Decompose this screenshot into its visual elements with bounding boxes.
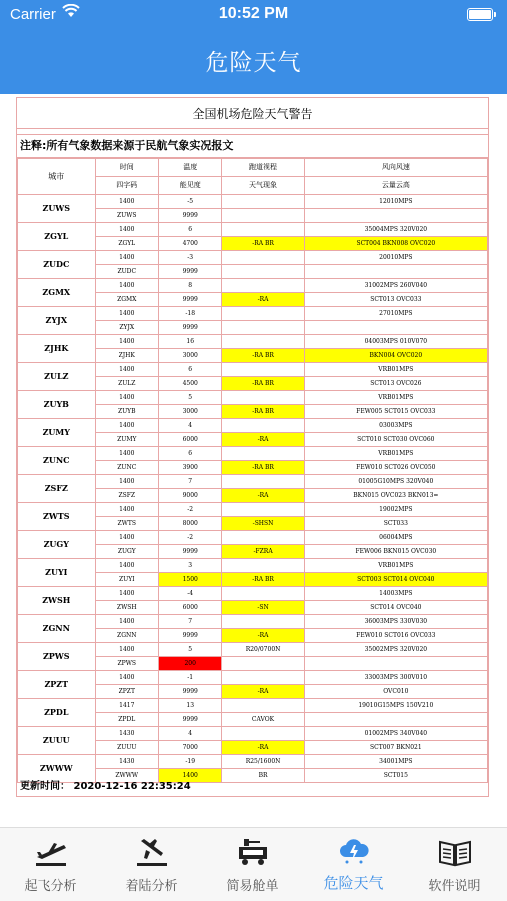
table-cell: 200	[158, 657, 221, 671]
update-time: 更新时间： 2020-12-16 22:35:24	[20, 781, 191, 792]
table-cell: ZWTS	[95, 517, 158, 531]
table-cell: 5	[158, 643, 221, 657]
table-cell: -RA BR	[222, 461, 304, 475]
table-cell: VRB01MPS	[304, 363, 487, 377]
table-cell: -SHSN	[222, 517, 304, 531]
table-cell: 12010MPS	[304, 195, 487, 209]
battery-icon	[467, 8, 493, 21]
table-cell: -RA BR	[222, 377, 304, 391]
table-cell: 9999	[158, 209, 221, 223]
table-cell: 03003MPS	[304, 419, 487, 433]
table-cell: R20/0700N	[222, 643, 304, 657]
table-cell: -4	[158, 587, 221, 601]
airport-code: ZGNN	[18, 615, 96, 643]
table-cell: ZPWS	[95, 657, 158, 671]
table-cell: SCT013 OVC026	[304, 377, 487, 391]
table-cell: VRB01MPS	[304, 391, 487, 405]
table-cell: -RA BR	[222, 349, 304, 363]
table-cell: SCT010 SCT030 OVC060	[304, 433, 487, 447]
table-cell: 33003MPS 300V010	[304, 671, 487, 685]
table-row	[18, 727, 488, 741]
table-cell: BKN015 OVC023 BKN013=	[304, 489, 487, 503]
table-cell: 1400	[95, 475, 158, 489]
table-cell: 6	[158, 447, 221, 461]
tab-weather[interactable]	[303, 828, 404, 901]
airport-code: ZUWS	[18, 195, 96, 223]
table-row	[18, 419, 488, 433]
table-cell: -RA	[222, 629, 304, 643]
table-cell: ZGNN	[95, 629, 158, 643]
table-cell: 1400	[95, 615, 158, 629]
table-cell	[222, 475, 304, 489]
table-cell: ZUWS	[95, 209, 158, 223]
table-cell	[304, 657, 487, 671]
airport-code: ZUDC	[18, 251, 96, 279]
table-cell: 01005G10MPS 320V040	[304, 475, 487, 489]
table-cell: 3900	[158, 461, 221, 475]
table-cell: CAVOK	[222, 713, 304, 727]
table-cell: ZUMY	[95, 433, 158, 447]
table-cell: ZUUU	[95, 741, 158, 755]
table-row	[18, 755, 488, 769]
table-cell: ZGMX	[95, 293, 158, 307]
table-cell: -RA BR	[222, 237, 304, 251]
table-cell: 35004MPS 320V020	[304, 223, 487, 237]
table-cell: 1400	[95, 195, 158, 209]
table-row	[18, 195, 488, 209]
table-cell: 04003MPS 010V070	[304, 335, 487, 349]
table-cell: VRB01MPS	[304, 447, 487, 461]
table-cell	[222, 419, 304, 433]
report-title: 全国机场危险天气警告	[17, 100, 488, 129]
table-cell: 7	[158, 475, 221, 489]
table-cell: ZPDL	[95, 713, 158, 727]
table-cell: 9999	[158, 685, 221, 699]
table-cell: 14003MPS	[304, 587, 487, 601]
tab-weather-label: 危险天气	[323, 874, 384, 892]
airport-code: ZJHK	[18, 335, 96, 363]
airport-code: ZUYI	[18, 559, 96, 587]
airport-code: ZWTS	[18, 503, 96, 531]
table-cell	[304, 713, 487, 727]
table-cell: -RA	[222, 489, 304, 503]
table-row	[18, 475, 488, 489]
table-cell: FEW010 SCT026 OVC050	[304, 461, 487, 475]
table-cell	[304, 265, 487, 279]
table-cell: 06004MPS	[304, 531, 487, 545]
table-cell: ZUYB	[95, 405, 158, 419]
cargo-icon	[236, 837, 270, 867]
table-cell: 01002MPS 340V040	[304, 727, 487, 741]
weather-table	[17, 158, 488, 783]
table-cell: 36003MPS 330V030	[304, 615, 487, 629]
header-temp: 温度	[158, 159, 221, 177]
table-cell: 6000	[158, 601, 221, 615]
table-cell: 9999	[158, 321, 221, 335]
airport-code: ZGYL	[18, 223, 96, 251]
table-cell	[222, 503, 304, 517]
table-cell: 13	[158, 699, 221, 713]
table-cell: 19002MPS	[304, 503, 487, 517]
table-cell: 4	[158, 727, 221, 741]
table-cell: 8	[158, 279, 221, 293]
table-cell: 1400	[95, 307, 158, 321]
table-cell: 3000	[158, 349, 221, 363]
table-row	[18, 643, 488, 657]
table-cell: 1400	[95, 419, 158, 433]
status-bar	[0, 0, 507, 30]
table-cell: 7	[158, 615, 221, 629]
airport-code: ZYJX	[18, 307, 96, 335]
clock: 10:52 PM	[218, 5, 289, 22]
table-cell: -1	[158, 671, 221, 685]
airport-code: ZPDL	[18, 699, 96, 727]
header-phen: 天气现象	[222, 177, 304, 195]
header-vis: 能见度	[158, 177, 221, 195]
airport-code: ZUGY	[18, 531, 96, 559]
table-cell: -18	[158, 307, 221, 321]
header-cloud: 云量云高	[304, 177, 487, 195]
table-cell	[222, 699, 304, 713]
table-cell: R25/1600N	[222, 755, 304, 769]
table-cell	[304, 209, 487, 223]
table-cell: ZUNC	[95, 461, 158, 475]
table-cell	[222, 195, 304, 209]
table-row	[18, 671, 488, 685]
manual-book-icon	[438, 837, 472, 867]
table-cell	[222, 531, 304, 545]
header-wind: 风向风速	[304, 159, 487, 177]
table-row	[18, 587, 488, 601]
table-cell: -RA BR	[222, 405, 304, 419]
table-cell: 1400	[95, 447, 158, 461]
header-city: 城市	[18, 159, 96, 195]
table-cell: 35002MPS 320V020	[304, 643, 487, 657]
report-note: 注释:所有气象数据来源于民航气象实况报文	[17, 134, 488, 158]
table-cell: 9999	[158, 265, 221, 279]
table-cell	[222, 587, 304, 601]
tab-landing-label: 着陆分析	[125, 879, 178, 894]
header-rvr: 跑道视程	[222, 159, 304, 177]
table-cell: 3	[158, 559, 221, 573]
table-cell: 7000	[158, 741, 221, 755]
table-cell	[222, 363, 304, 377]
header-code4: 四字码	[95, 177, 158, 195]
carrier-label: Carrier	[10, 6, 56, 23]
airport-code: ZULZ	[18, 363, 96, 391]
airport-code: ZGMX	[18, 279, 96, 307]
table-cell: ZUDC	[95, 265, 158, 279]
table-cell: -RA	[222, 293, 304, 307]
table-cell: 8000	[158, 517, 221, 531]
table-cell	[222, 335, 304, 349]
table-cell: 1400	[95, 503, 158, 517]
airport-code: ZUMY	[18, 419, 96, 447]
table-cell: ZJHK	[95, 349, 158, 363]
tab-manual-label: 软件说明	[428, 879, 481, 894]
table-cell: -5	[158, 195, 221, 209]
table-cell: 1400	[95, 251, 158, 265]
table-row	[18, 503, 488, 517]
table-cell: ZGYL	[95, 237, 158, 251]
table-cell: 27010MPS	[304, 307, 487, 321]
table-cell: ZPZT	[95, 685, 158, 699]
table-cell: ZULZ	[95, 377, 158, 391]
table-cell: SCT003 SCT014 OVC040	[304, 573, 487, 587]
tab-cargo-label: 简易舱单	[226, 879, 279, 894]
airport-code: ZWSH	[18, 587, 96, 615]
table-cell: 1400	[95, 587, 158, 601]
table-cell: ZWSH	[95, 601, 158, 615]
table-row	[18, 363, 488, 377]
table-cell: VRB01MPS	[304, 559, 487, 573]
table-cell: -2	[158, 503, 221, 517]
table-cell: ZWWW	[95, 769, 158, 783]
table-cell: 1430	[95, 755, 158, 769]
tab-landing[interactable]	[101, 828, 202, 901]
table-cell: 1400	[95, 335, 158, 349]
table-cell: 1400	[95, 223, 158, 237]
table-cell	[222, 265, 304, 279]
table-cell: BR	[222, 769, 304, 783]
table-cell: SCT014 OVC040	[304, 601, 487, 615]
table-cell: SCT004 BKN008 OVC020	[304, 237, 487, 251]
table-cell	[222, 391, 304, 405]
table-cell	[222, 615, 304, 629]
airport-code: ZUYB	[18, 391, 96, 419]
table-cell: -SN	[222, 601, 304, 615]
table-cell: 6000	[158, 433, 221, 447]
weather-alert-icon	[337, 837, 371, 867]
tab-takeoff-label: 起飞分析	[24, 879, 77, 894]
table-cell: 31002MPS 260V040	[304, 279, 487, 293]
table-cell: ZUGY	[95, 545, 158, 559]
table-cell	[222, 559, 304, 573]
table-cell: FEW010 SCT016 OVC033	[304, 629, 487, 643]
table-row	[18, 447, 488, 461]
table-cell: 1500	[158, 573, 221, 587]
table-row	[18, 559, 488, 573]
table-cell: 9999	[158, 545, 221, 559]
table-cell: 4500	[158, 377, 221, 391]
table-cell	[222, 727, 304, 741]
table-cell: 9000	[158, 489, 221, 503]
airport-code: ZPWS	[18, 643, 96, 671]
table-cell	[222, 307, 304, 321]
table-cell	[304, 321, 487, 335]
airport-code: ZPZT	[18, 671, 96, 699]
table-cell: 34001MPS	[304, 755, 487, 769]
table-cell: SCT007 BKN021	[304, 741, 487, 755]
table-cell: 5	[158, 391, 221, 405]
table-cell: 4	[158, 419, 221, 433]
landing-icon	[135, 837, 169, 867]
tab-takeoff[interactable]	[0, 828, 101, 901]
table-cell: FEW005 SCT015 OVC033	[304, 405, 487, 419]
table-row	[18, 391, 488, 405]
table-cell	[222, 251, 304, 265]
table-cell: 1430	[95, 727, 158, 741]
table-cell: 1400	[95, 643, 158, 657]
table-cell: 1400	[95, 559, 158, 573]
table-cell: 6	[158, 223, 221, 237]
airport-code: ZSFZ	[18, 475, 96, 503]
header-time: 时间	[95, 159, 158, 177]
table-cell: 6	[158, 363, 221, 377]
table-cell: -19	[158, 755, 221, 769]
table-cell: 9999	[158, 293, 221, 307]
tab-bar	[0, 827, 507, 901]
table-cell: -RA	[222, 741, 304, 755]
table-cell: 9999	[158, 713, 221, 727]
table-cell: SCT013 OVC033	[304, 293, 487, 307]
table-cell	[222, 671, 304, 685]
table-row	[18, 307, 488, 321]
table-cell: 9999	[158, 629, 221, 643]
table-cell	[222, 447, 304, 461]
table-cell	[222, 223, 304, 237]
table-cell: 1400	[95, 391, 158, 405]
table-row	[18, 335, 488, 349]
table-row	[18, 223, 488, 237]
table-cell: 1417	[95, 699, 158, 713]
airport-code: ZUNC	[18, 447, 96, 475]
table-cell: ZUYI	[95, 573, 158, 587]
table-cell: 16	[158, 335, 221, 349]
table-row	[18, 615, 488, 629]
table-cell: 1400	[95, 671, 158, 685]
table-cell: -2	[158, 531, 221, 545]
table-cell: 20010MPS	[304, 251, 487, 265]
nav-header	[0, 0, 507, 94]
table-cell: ZSFZ	[95, 489, 158, 503]
table-cell: 1400	[95, 279, 158, 293]
weather-report	[16, 97, 489, 797]
table-cell: -3	[158, 251, 221, 265]
table-cell: 19010G15MPS 150V210	[304, 699, 487, 713]
table-cell	[222, 279, 304, 293]
table-row	[18, 279, 488, 293]
table-cell: ZYJX	[95, 321, 158, 335]
table-cell: -FZRA	[222, 545, 304, 559]
airport-code: ZUUU	[18, 727, 96, 755]
table-row	[18, 251, 488, 265]
table-cell: -RA BR	[222, 573, 304, 587]
page-title: 危险天气	[205, 50, 302, 76]
table-cell: 1400	[95, 531, 158, 545]
table-row	[18, 531, 488, 545]
table-cell: SCT015	[304, 769, 487, 783]
takeoff-icon	[34, 837, 68, 867]
table-cell	[222, 657, 304, 671]
table-cell: OVC010	[304, 685, 487, 699]
table-cell: SCT033	[304, 517, 487, 531]
tab-manual[interactable]	[404, 828, 505, 901]
table-cell: -RA	[222, 433, 304, 447]
table-cell: 4700	[158, 237, 221, 251]
table-cell: BKN004 OVC020	[304, 349, 487, 363]
airport-code: ZWWW	[18, 755, 96, 783]
table-cell: 1400	[158, 769, 221, 783]
table-cell: 3000	[158, 405, 221, 419]
table-cell: FEW006 BKN015 OVC030	[304, 545, 487, 559]
table-cell	[222, 321, 304, 335]
tab-cargo[interactable]	[202, 828, 303, 901]
table-cell: 1400	[95, 363, 158, 377]
table-cell	[222, 209, 304, 223]
table-cell: -RA	[222, 685, 304, 699]
table-row	[18, 699, 488, 713]
